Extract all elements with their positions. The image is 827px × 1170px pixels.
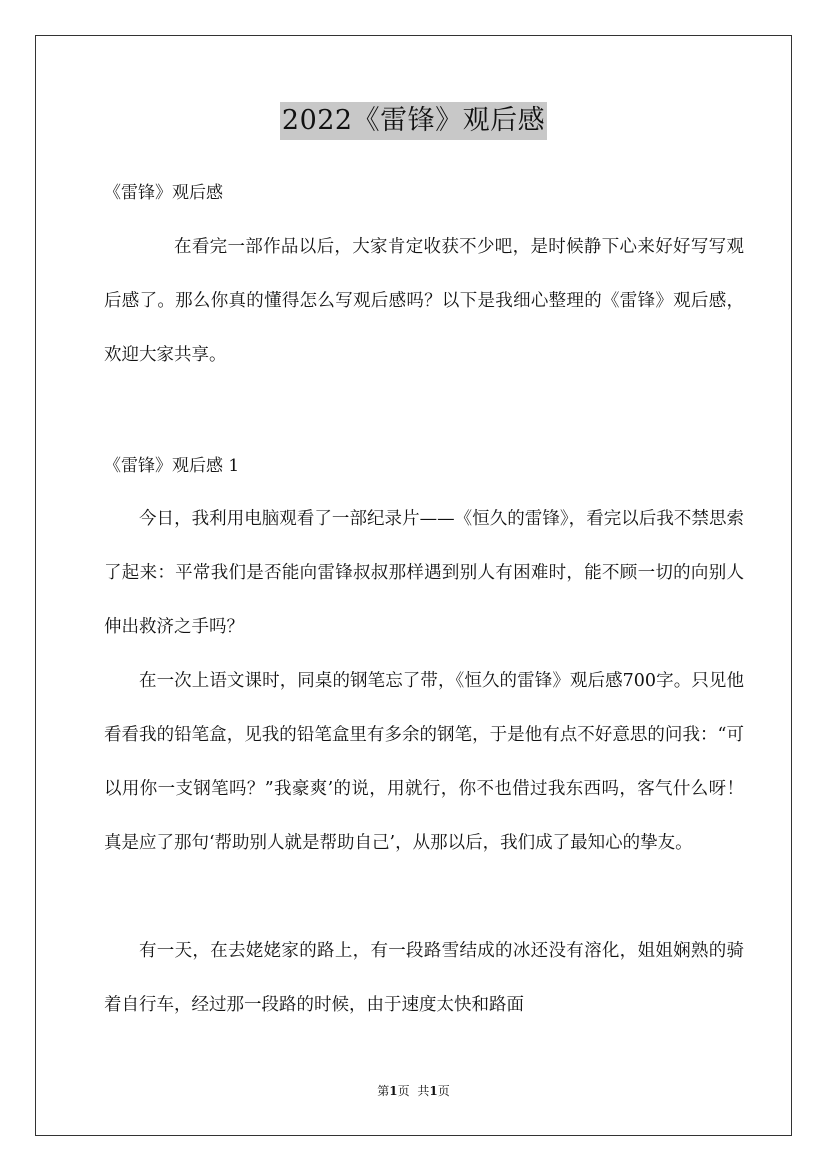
page-number: 1: [389, 1084, 398, 1098]
page-suffix: 页: [397, 1084, 410, 1098]
paragraph-1: 今日，我利用电脑观看了一部纪录片——《恒久的雷锋》，看完以后我不禁思索了起来：平常我们是否能向雷锋叔叔那样遇到别人有困难时，能不顾一切的向别人伸出救济之手吗？: [104, 509, 744, 637]
section-heading: 《雷锋》观后感 1: [104, 456, 240, 476]
total-number: 1: [429, 1084, 438, 1098]
paragraph-3: 有一天，在去姥姥家的路上，有一段路雪结成的冰还没有溶化，姐姐娴熟的骑着自行车，经过那一段路的时候，由于速度太快和路面: [104, 941, 744, 1015]
total-prefix: 共: [417, 1084, 430, 1098]
document-title: 2022《雷锋》观后感: [280, 102, 547, 140]
paragraph-2: 在一次上语文课时，同桌的钢笔忘了带，《恒久的雷锋》观后感700字。只见他看看我的铅笔盒，见我的铅笔盒里有多余的钢笔，于是他有点不好意思的问我：“可以用你一支钢笔吗？”我豪爽’的说，用就行，你不也借过我东西吗，客气什么呀！真是应了那句‘帮助别人就是帮助自己’，从那以后，我们成了最知心的挚友。: [104, 671, 744, 853]
page-prefix: 第: [377, 1084, 390, 1098]
intro-paragraph: 在看完一部作品以后，大家肯定收获不少吧，是时候静下心来好好写写观后感了。那么你真的懂得怎么写观后感吗？以下是我细心整理的《雷锋》观后感，欢迎大家共享。: [104, 237, 744, 365]
document-heading: 《雷锋》观后感: [104, 183, 223, 203]
page-footer: [0, 1083, 827, 1099]
total-suffix: 页: [437, 1084, 450, 1098]
title-container: [0, 102, 827, 140]
